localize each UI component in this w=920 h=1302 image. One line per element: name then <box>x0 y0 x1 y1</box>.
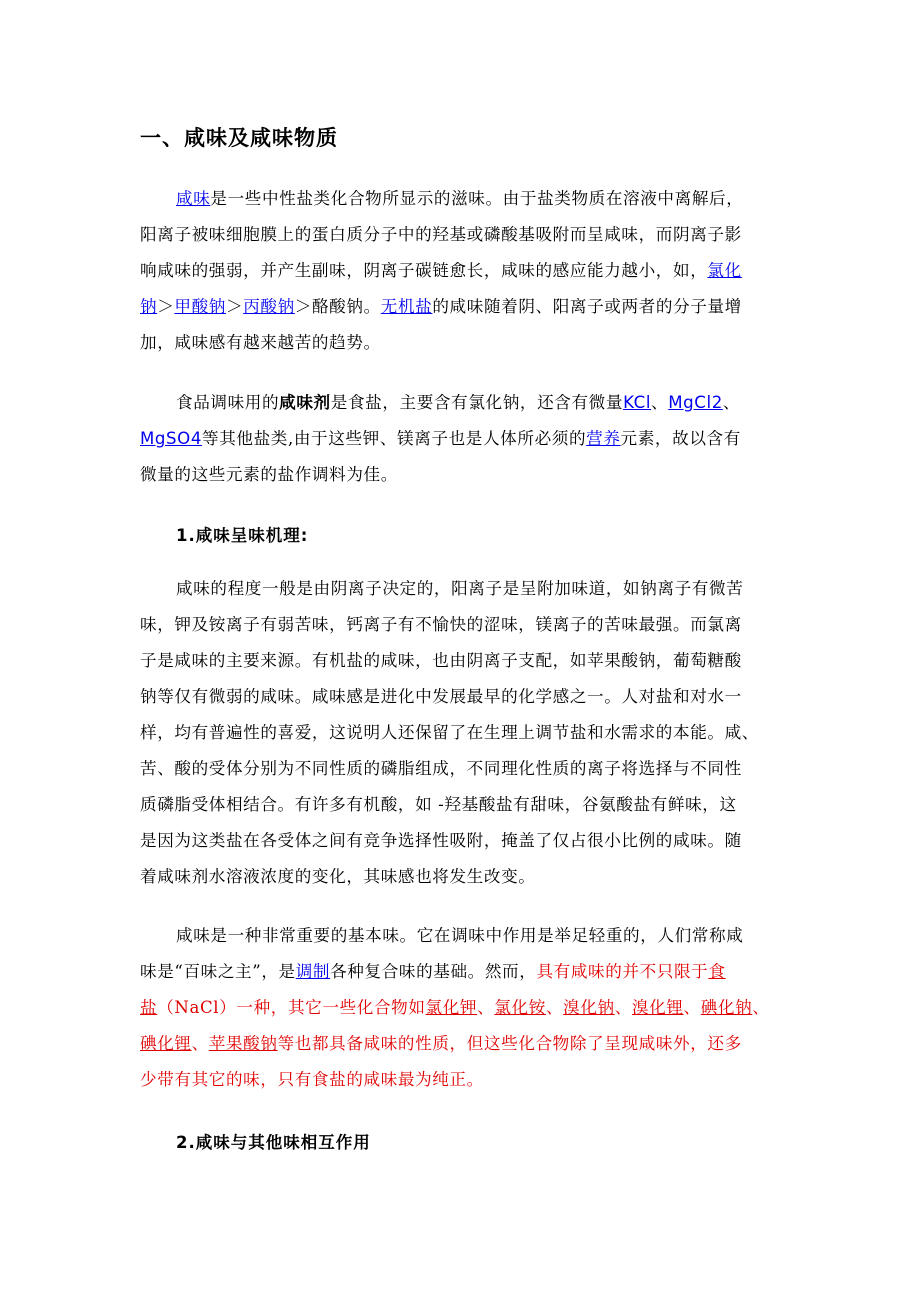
text-line <box>140 181 786 217</box>
link-kcl[interactable]: KCl <box>623 393 652 412</box>
text-line: 微量的这些元素的盐作调料为佳。 <box>140 465 398 484</box>
link-ammonium-chloride[interactable]: 氯化铵 <box>494 998 546 1017</box>
text-line <box>140 253 786 289</box>
text-span: 具有咸味的并不只限于 <box>536 962 709 981</box>
link-table-salt-cont[interactable]: 盐 <box>140 998 158 1017</box>
link-table-salt[interactable]: 食 <box>708 962 726 981</box>
link-sodium-chloride[interactable]: 氯化 <box>707 261 742 280</box>
text-span: 、 <box>614 998 632 1017</box>
link-sodium-chloride-cont[interactable]: 钠 <box>140 297 158 316</box>
text-line: 是因为这类盐在各受体之间有竞争选择性吸附，掩盖了仅占很小比例的咸味。随 <box>140 831 742 850</box>
link-sodium-iodide[interactable]: 碘化钠 <box>700 998 753 1017</box>
text-line: 钠等仅有微弱的咸味。咸味感是进化中发展最早的化学感之一。人对盐和对水一 <box>140 687 742 706</box>
text-span: 元素，故以含有 <box>620 429 741 448</box>
text-span: 各种复合味的基础。然而， <box>330 962 537 981</box>
text-span: 、 <box>722 393 741 412</box>
link-sodium-formate[interactable]: 甲酸钠 <box>174 297 226 316</box>
paragraph-mechanism <box>140 571 786 895</box>
link-potassium-chloride[interactable]: 氯化钾 <box>425 998 478 1017</box>
link-nutrition[interactable]: 营养 <box>586 429 621 448</box>
text-span: 、 <box>191 1034 209 1053</box>
text-line <box>140 421 786 457</box>
text-line <box>140 1026 786 1062</box>
text-span: 、 <box>545 998 564 1017</box>
link-sodium-propionate[interactable]: 丙酸钠 <box>243 297 295 316</box>
text-span: 味是“百味之主”，是 <box>140 962 296 981</box>
text-span: 、 <box>683 998 701 1017</box>
link-sodium-malate[interactable]: 苹果酸钠 <box>208 1034 278 1053</box>
text-span: ＞ <box>226 297 244 316</box>
text-span: （NaCl）一种，其它一些化合物如 <box>157 998 426 1017</box>
text-line <box>140 385 786 421</box>
text-line: 咸味是一种非常重要的基本味。它在调味中作用是举足轻重的，人们常称咸 <box>176 926 744 945</box>
paragraph-importance <box>140 918 786 1098</box>
text-line: 咸味的程度一般是由阴离子决定的，阳离子是呈附加味道，如钠离子有微苦 <box>176 579 744 598</box>
text-line: 苦、酸的受体分别为不同性质的磷脂组成，不同理化性质的离子将选择与不同性 <box>140 759 742 778</box>
text-span: 是食盐，主要含有氯化钠，还含有微量 <box>330 393 624 412</box>
text-span: ＞ <box>157 297 175 316</box>
text-line: 阳离子被味细胞膜上的蛋白质分子中的羟基或磷酸基吸附而呈咸味，而阴离子影 <box>140 225 742 244</box>
link-lithium-iodide[interactable]: 碘化锂 <box>140 1034 192 1053</box>
text-line <box>140 289 786 325</box>
text-line: 味，钾及铵离子有弱苦味，钙离子有不愉快的涩味，镁离子的苦味最强。而氯离 <box>140 615 742 634</box>
link-sodium-bromide[interactable]: 溴化钠 <box>563 998 615 1017</box>
text-line: 子是咸味的主要来源。有机盐的咸味，也由阴离子支配，如苹果酸钠，葡萄糖酸 <box>140 651 742 670</box>
text-span: 的咸味随着阴、阳离子或两者的分子量增 <box>432 297 742 316</box>
link-inorganic-salt[interactable]: 无机盐 <box>380 297 433 316</box>
subheading-mechanism: 1.咸味呈味机理: <box>176 526 309 545</box>
link-mgso4[interactable]: MgSO4 <box>140 429 203 448</box>
text-span: 等其他盐类,由于这些钾、镁离子也是人体所必须的 <box>202 429 587 448</box>
text-line: 少带有其它的味，只有食盐的咸味最为纯正。 <box>140 1070 484 1089</box>
subheading-interaction: 2.咸味与其他味相互作用 <box>176 1133 371 1152</box>
paragraph-salty-agent <box>140 385 786 493</box>
text-span: 、 <box>477 998 495 1017</box>
highlight-red <box>536 962 725 981</box>
text-line: 着咸味剂水溶液浓度的变化，其味感也将发生改变。 <box>140 867 536 886</box>
text-span: 是一些中性盐类化合物所显示的滋味。由于盐类物质在溶液中离解后， <box>210 189 744 208</box>
link-seasoning[interactable]: 调制 <box>295 962 331 981</box>
link-lithium-bromide[interactable]: 溴化锂 <box>631 998 684 1017</box>
text-span: 食品调味用的 <box>176 393 280 412</box>
text-line: 加，咸味感有越来越苦的趋势。 <box>140 333 381 352</box>
text-span: 等也都具备咸味的性质，但这些化合物除了呈现咸味外，还多 <box>277 1034 742 1053</box>
text-line <box>140 954 786 990</box>
link-mgcl2[interactable]: MgCl2 <box>668 393 723 412</box>
link-salty-taste[interactable]: 咸味 <box>176 189 211 208</box>
text-span: 、 <box>752 998 770 1017</box>
text-span: 、 <box>651 393 669 412</box>
bold-term: 咸味剂 <box>279 393 331 412</box>
paragraph-salty-definition <box>140 181 786 361</box>
section-heading: 一、咸味及咸味物质 <box>140 126 338 150</box>
text-line: 质磷脂受体相结合。有许多有机酸，如 -羟基酸盐有甜味，谷氨酸盐有鲜味，这 <box>140 795 737 814</box>
text-line: 样，均有普遍性的喜爱，这说明人还保留了在生理上调节盐和水需求的本能。咸、 <box>140 723 759 742</box>
text-span: 响咸味的强弱，并产生副味，阴离子碳链愈长，咸味的感应能力越小，如， <box>140 261 708 280</box>
text-span: ＞酪酸钠。 <box>294 297 381 316</box>
text-line <box>140 990 786 1026</box>
